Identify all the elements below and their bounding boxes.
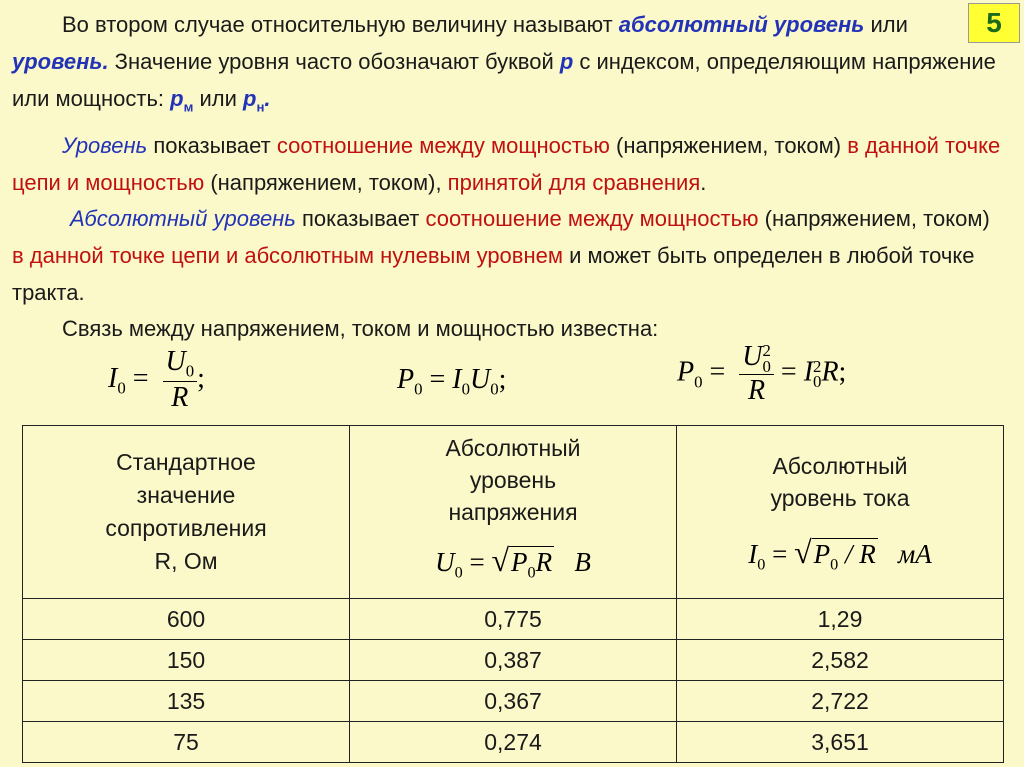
- formula-current: [108, 347, 205, 414]
- cell-resistance: 75: [23, 722, 350, 763]
- formula-var: I: [452, 364, 462, 395]
- text: .: [700, 170, 707, 195]
- formula-eq: =: [702, 356, 733, 388]
- formula-var: P: [397, 364, 415, 395]
- paragraph-intro: [12, 6, 1002, 125]
- formula-sub: 0: [454, 563, 463, 581]
- formula-unit: мА: [898, 538, 932, 569]
- formula-sub: 0: [461, 379, 471, 399]
- highlight-text: в данной точке цепи и абсолютным нулевым уровнем: [12, 243, 563, 268]
- term-level: Уровень: [62, 133, 148, 158]
- term-absolute-level: Абсолютный уровень: [70, 206, 296, 231]
- formula-eq: =: [125, 362, 156, 394]
- text: показывает: [147, 133, 277, 158]
- cell-current: 3,651: [677, 722, 1004, 763]
- formula-sub: 0: [694, 372, 703, 392]
- symbol-p: p: [559, 49, 574, 74]
- table-row: [23, 681, 1004, 722]
- symbol-pm-sub: м: [183, 99, 194, 115]
- fraction: [163, 347, 198, 414]
- cell-resistance: 600: [23, 599, 350, 640]
- sup-sub-stack: [762, 341, 771, 376]
- radicand: [812, 538, 878, 574]
- paragraph-level-definition: [12, 127, 1002, 201]
- text: (напряжением, током): [758, 206, 990, 231]
- header-voltage-level: [350, 426, 677, 599]
- formula-sub: 0: [830, 555, 839, 573]
- sqrt-icon: √: [491, 541, 510, 578]
- table-row: [23, 599, 1004, 640]
- term-level: уровень.: [12, 49, 109, 74]
- formula-sup: 2: [762, 341, 771, 361]
- header-line: сопротивления: [105, 515, 267, 541]
- header-line: Абсолютный: [445, 435, 581, 461]
- fraction: [739, 342, 774, 406]
- denominator: R: [748, 374, 766, 406]
- formula-var: U: [470, 364, 491, 395]
- radicand: [509, 546, 554, 582]
- numerator: [163, 347, 198, 382]
- text: Значение уровня часто обозначают буквой: [108, 49, 560, 74]
- table-row: [23, 640, 1004, 681]
- highlight-text: в данной точке цепи и мощностью: [12, 133, 1001, 195]
- levels-table: [22, 425, 1004, 763]
- text: или: [864, 12, 908, 37]
- text: (напряжением, током): [609, 133, 848, 158]
- table-header-row: [23, 426, 1004, 599]
- cell-voltage: 0,274: [350, 722, 677, 763]
- header-line: напряжения: [448, 499, 578, 525]
- highlight-text: соотношение между мощностью: [276, 133, 610, 158]
- cell-voltage: 0,775: [350, 599, 677, 640]
- formula-power: [397, 364, 506, 400]
- highlight-text: соотношение между мощностью: [425, 206, 759, 231]
- term-absolute-level: абсолютный уровень: [618, 12, 865, 37]
- symbol-pn-sub: н: [256, 99, 265, 115]
- formula-var: / R: [838, 538, 876, 569]
- cell-current: 1,29: [677, 599, 1004, 640]
- formula-var: U: [742, 341, 763, 372]
- formula-eq: =: [765, 538, 795, 569]
- formula-eq: =: [422, 364, 453, 395]
- header-line: значение: [136, 482, 236, 508]
- formula-var: I: [748, 538, 758, 569]
- text: .: [264, 86, 271, 111]
- cell-current: 2,582: [677, 640, 1004, 681]
- cell-resistance: 135: [23, 681, 350, 722]
- header-formula-current: [748, 534, 931, 596]
- paragraph-absolute-level-definition: [12, 200, 1002, 311]
- cell-voltage: 0,367: [350, 681, 677, 722]
- slide-number-badge: 5: [968, 3, 1020, 43]
- formula-var: R: [535, 546, 553, 577]
- header-line: R, Ом: [154, 548, 218, 574]
- sqrt-icon: √: [794, 533, 812, 570]
- numerator: [739, 342, 774, 375]
- formula-sub: 0: [813, 372, 822, 392]
- formula-sub: 0: [414, 379, 423, 399]
- symbol-pn-base: p: [243, 86, 257, 111]
- cell-resistance: 150: [23, 640, 350, 681]
- formula-sub: 0: [117, 378, 126, 398]
- formula-var: U: [435, 546, 455, 577]
- formula-sub: 0: [185, 361, 195, 381]
- formula-eq: =: [773, 356, 804, 388]
- header-line: уровень: [469, 467, 557, 493]
- text: или: [193, 86, 243, 111]
- formula-var: I: [108, 362, 118, 394]
- highlight-text: принятой для сравнения: [447, 170, 701, 195]
- formula-var: P: [511, 546, 528, 577]
- formula-end: ;: [197, 362, 205, 394]
- formula-var: I: [803, 356, 814, 388]
- formula-var: P: [677, 356, 695, 388]
- paragraph-relation: Связь между напряжением, током и мощностью известна:: [62, 316, 659, 341]
- denominator: R: [171, 382, 189, 414]
- formula-unit: B: [574, 546, 591, 577]
- formula-sub: 0: [527, 563, 536, 581]
- formula-sub: 0: [762, 356, 771, 376]
- symbol-pm: [170, 86, 194, 115]
- formula-power-relations: [677, 342, 846, 406]
- text: и может быть определен в любой точке тракта.: [12, 243, 975, 305]
- formula-sup: 2: [813, 357, 822, 377]
- text: Во втором случае относительную величину называют: [62, 12, 619, 37]
- text: (напряжением, током),: [204, 170, 448, 195]
- table-row: [23, 722, 1004, 763]
- formula-var: P: [813, 538, 831, 569]
- cell-current: 2,722: [677, 681, 1004, 722]
- header-formula-voltage: [435, 542, 591, 596]
- symbol-pm-base: p: [170, 86, 184, 111]
- symbol-pn: [243, 86, 265, 115]
- formula-sub: 0: [490, 379, 499, 399]
- text: показывает: [295, 206, 426, 231]
- header-line: Абсолютный: [772, 453, 908, 479]
- header-resistance: [23, 426, 350, 599]
- formula-end: ;: [838, 356, 847, 388]
- formula-var: R: [821, 356, 839, 388]
- header-current-level: [677, 426, 1004, 599]
- formula-eq: =: [462, 546, 492, 577]
- cell-voltage: 0,387: [350, 640, 677, 681]
- formula-var: U: [165, 346, 186, 377]
- formula-sub: 0: [757, 555, 766, 573]
- formula-end: ;: [498, 364, 507, 395]
- text: с индексом, определяющим напряжение или мощность:: [12, 49, 996, 111]
- header-line: уровень тока: [770, 485, 910, 511]
- header-line: Стандартное: [116, 449, 256, 475]
